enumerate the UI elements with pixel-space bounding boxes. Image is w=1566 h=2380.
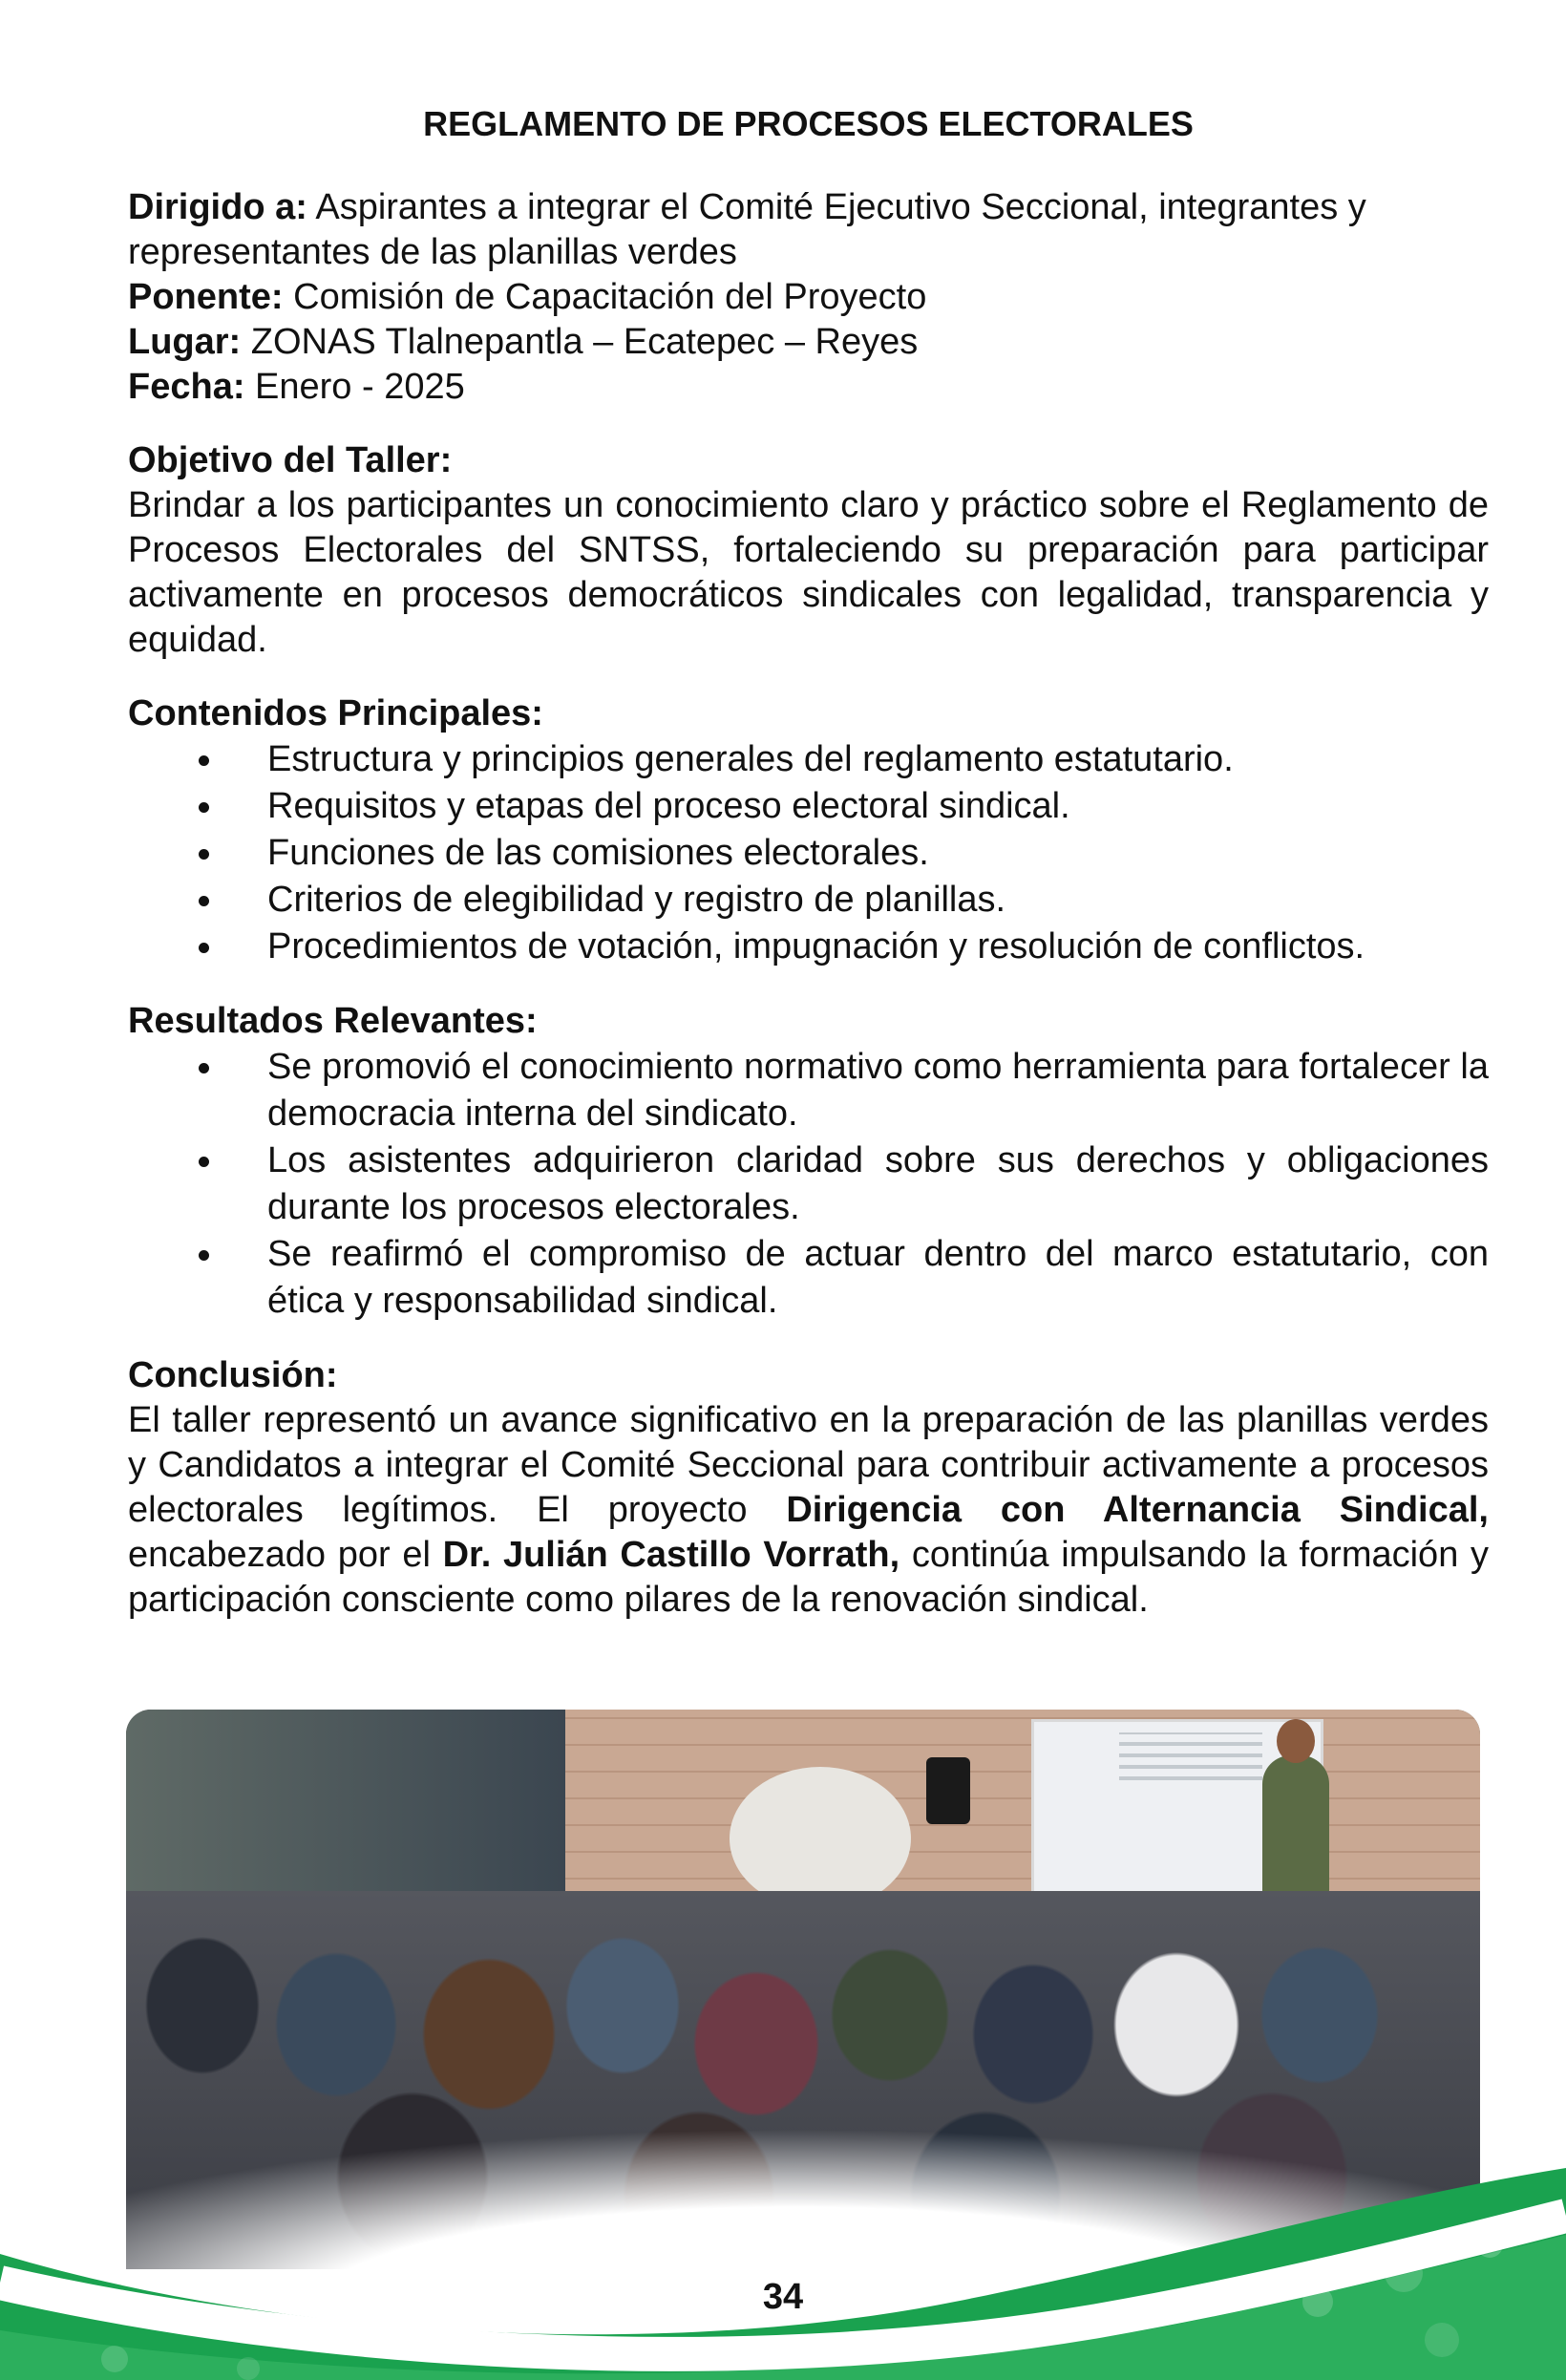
photo-screen-text [1119, 1732, 1262, 1780]
list-item [128, 924, 1489, 970]
objective-text: Brindar a los participantes un conocimiento claro y práctico sobre el Reglamento de Procesos Electorales del SNTSS, fortaleciendo su preparación para participar activamente en procesos democráticos sindicales con legalidad, transparencia y equidad. [128, 485, 1489, 660]
results-heading: Resultados Relevantes: [128, 1001, 538, 1041]
meta-audience [128, 185, 1489, 275]
footer-dot [1425, 2323, 1459, 2357]
bullet-icon [199, 849, 209, 860]
bullet-icon [199, 755, 209, 766]
leader-name: Dr. Julián Castillo Vorrath, [442, 1535, 900, 1575]
conclusion-section [128, 1353, 1489, 1623]
bullet-icon [199, 802, 209, 813]
results-section [128, 999, 1489, 1325]
bullet-icon [199, 1063, 209, 1073]
conclusion-part: encabezado por el [128, 1535, 443, 1575]
bullet-icon [199, 896, 209, 906]
conclusion-part: continúa impulsando la formación y participación consciente como pilares de la renovación sindical. [128, 1535, 1489, 1620]
meta-label: Dirigido a: [128, 187, 307, 227]
list-item-text: Los asistentes adquirieron claridad sobre sus derechos y obligaciones durante los procesos electorales. [267, 1140, 1489, 1227]
meta-value: Comisión de Capacitación del Proyecto [283, 277, 927, 317]
photo-folded-table [730, 1767, 911, 1910]
workshop-details [128, 185, 1489, 410]
project-name: Dirigencia con Alternancia Sindical, [786, 1490, 1489, 1530]
list-item-text: Se promovió el conocimiento normativo como herramienta para fortalecer la democracia interna del sindicato. [267, 1047, 1489, 1134]
objective-section [128, 438, 1489, 663]
meta-date [128, 365, 1489, 410]
list-item [128, 1137, 1489, 1231]
contents-section [128, 691, 1489, 970]
page-number: 34 [762, 2277, 804, 2317]
footer-wave [0, 2139, 1566, 2380]
bullet-icon [199, 1157, 209, 1167]
conclusion-part: El taller representó un avance significativo en la preparación de las planillas verdes y Candidatos a integrar el Comité Seccional para contribuir activamente a procesos electorales legítimos. El proyecto [128, 1400, 1489, 1530]
meta-value: ZONAS Tlalnepantla – Ecatepec – Reyes [241, 322, 919, 362]
photo-presenter-head [1277, 1719, 1315, 1763]
list-item-text: Requisitos y etapas del proceso electoral sindical. [267, 786, 1070, 826]
list-item-text: Estructura y principios generales del reglamento estatutario. [267, 739, 1234, 779]
footer-dot [101, 2346, 128, 2372]
meta-label: Fecha: [128, 367, 245, 407]
list-item-text: Criterios de elegibilidad y registro de planillas. [267, 880, 1006, 920]
footer-dot [237, 2357, 260, 2380]
meta-value: Enero - 2025 [244, 367, 465, 407]
meta-label: Ponente: [128, 277, 284, 317]
conclusion-heading: Conclusión: [128, 1355, 338, 1395]
list-item [128, 830, 1489, 877]
list-item-text: Funciones de las comisiones electorales. [267, 833, 929, 873]
list-item-text: Procedimientos de votación, impugnación y resolución de conflictos. [267, 926, 1365, 967]
contents-heading: Contenidos Principales: [128, 693, 543, 733]
list-item [128, 736, 1489, 783]
list-item [128, 877, 1489, 924]
conclusion-text [128, 1398, 1489, 1623]
objective-heading: Objetivo del Taller: [128, 440, 453, 480]
photo-loudspeaker [926, 1757, 970, 1824]
meta-speaker [128, 275, 1489, 320]
contents-list [128, 736, 1489, 970]
document-body [128, 103, 1489, 1623]
page-title: REGLAMENTO DE PROCESOS ELECTORALES [423, 104, 1194, 143]
bullet-icon [199, 943, 209, 953]
list-item-text: Se reafirmó el compromiso de actuar dentro del marco estatutario, con ética y responsabilidad sindical. [267, 1234, 1489, 1321]
list-item [128, 1044, 1489, 1137]
list-item [128, 783, 1489, 830]
list-item [128, 1231, 1489, 1325]
results-list [128, 1044, 1489, 1325]
bullet-icon [199, 1250, 209, 1261]
meta-label: Lugar: [128, 322, 242, 362]
meta-place [128, 320, 1489, 365]
meta-value: Aspirantes a integrar el Comité Ejecutivo Seccional, integrantes y representantes de las planillas verdes [128, 187, 1366, 272]
footer-dot [1476, 2231, 1503, 2258]
